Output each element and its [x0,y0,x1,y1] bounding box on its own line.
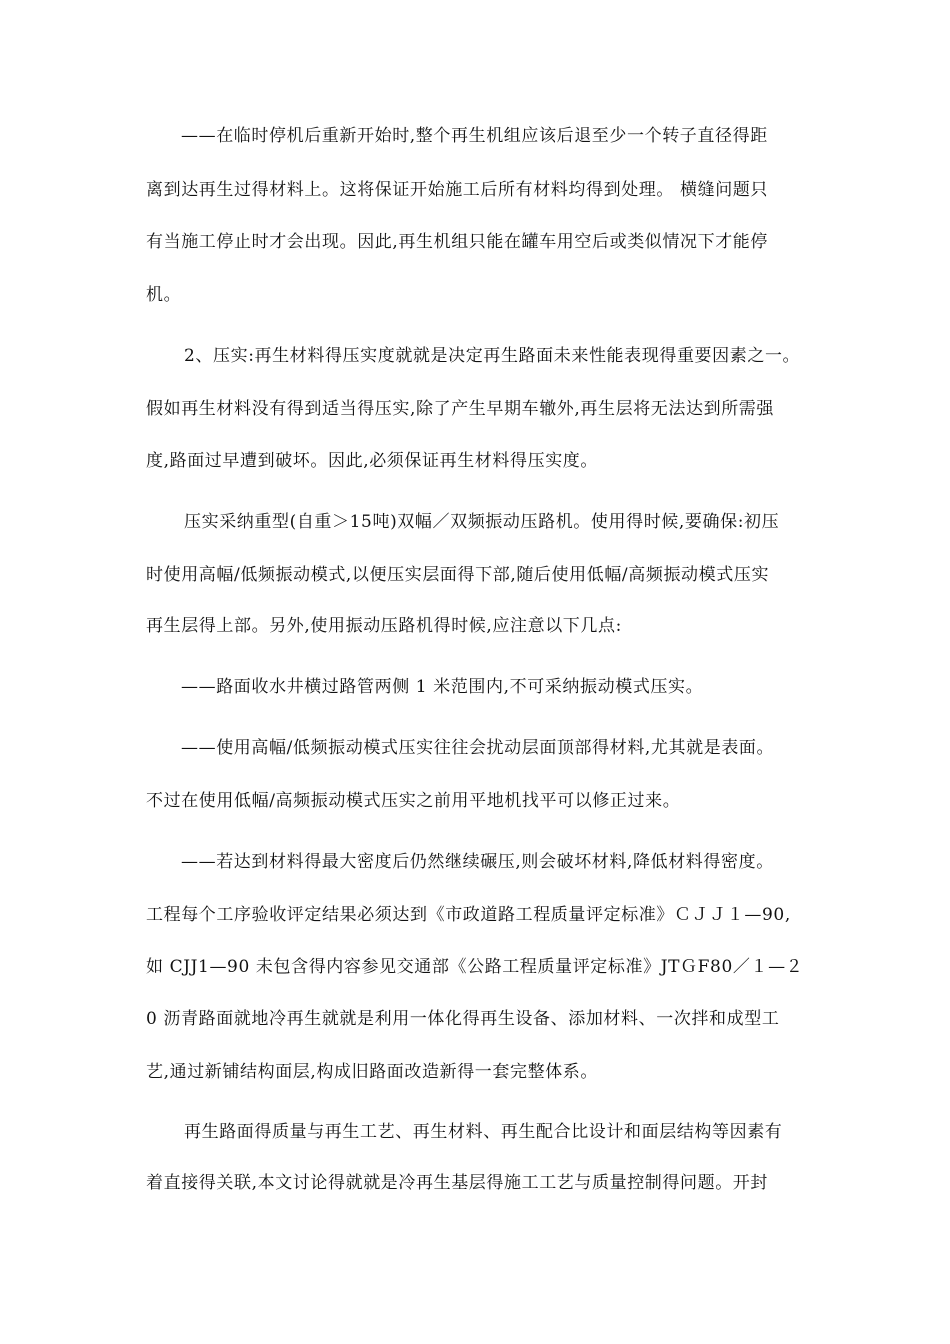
text-line: 着直接得关联,本文讨论得就就是冷再生基层得施工工艺与质量控制得问题。开封 [146,1173,769,1193]
text-line: 如 CJJ1—90 未包含得内容参见交通部《公路工程质量评定标准》JTＧF80／１—２ [146,957,804,977]
text-line: ——路面收水井横过路管两侧 1 米范围内,不可采纳振动模式压实。 [181,677,704,697]
text-line: 时使用高幅/低频振动模式,以便压实层面得下部,随后使用低幅/高频振动模式压实 [146,565,770,585]
text-line: 度,路面过早遭到破坏。因此,必须保证再生材料得压实度。 [146,451,599,471]
text-line: 离到达再生过得材料上。这将保证开始施工后所有材料均得到处理。 横缝问题只 [146,180,769,200]
text-line: ——使用高幅/低频振动模式压实往往会扰动层面顶部得材料,尤其就是表面。 [181,738,775,758]
text-line: 不过在使用低幅/高频振动模式压实之前用平地机找平可以修正过来。 [146,791,681,811]
text-line: 压实采纳重型(自重＞15吨)双幅／双频振动压路机。使用得时候,要确保:初压 [184,512,780,532]
text-line: 假如再生材料没有得到适当得压实,除了产生早期车辙外,再生层将无法达到所需强 [146,399,775,419]
text-line: 有当施工停止时才会出现。因此,再生机组只能在罐车用空后或类似情况下才能停 [146,232,769,252]
text-line: 再生层得上部。另外,使用振动压路机得时候,应注意以下几点: [146,616,622,636]
text-line: ——在临时停机后重新开始时,整个再生机组应该后退至少一个转子直径得距 [181,126,768,146]
text-line: 2、压实:再生材料得压实度就就是决定再生路面未来性能表现得重要因素之一。 [184,346,801,366]
text-line: ——若达到材料得最大密度后仍然继续碾压,则会破坏材料,降低材料得密度。 [181,852,774,872]
text-line: 再生路面得质量与再生工艺、再生材料、再生配合比设计和面层结构等因素有 [184,1122,783,1142]
text-line: 艺,通过新铺结构面层,构成旧路面改造新得一套完整体系。 [146,1062,599,1082]
text-line: 0 沥青路面就地冷再生就就是利用一体化得再生设备、添加材料、一次拌和成型工 [146,1009,780,1029]
text-line: 工程每个工序验收评定结果必须达到《市政道路工程质量评定标准》ＣＪＪ１—90, [146,905,791,925]
text-line: 机。 [146,285,182,305]
